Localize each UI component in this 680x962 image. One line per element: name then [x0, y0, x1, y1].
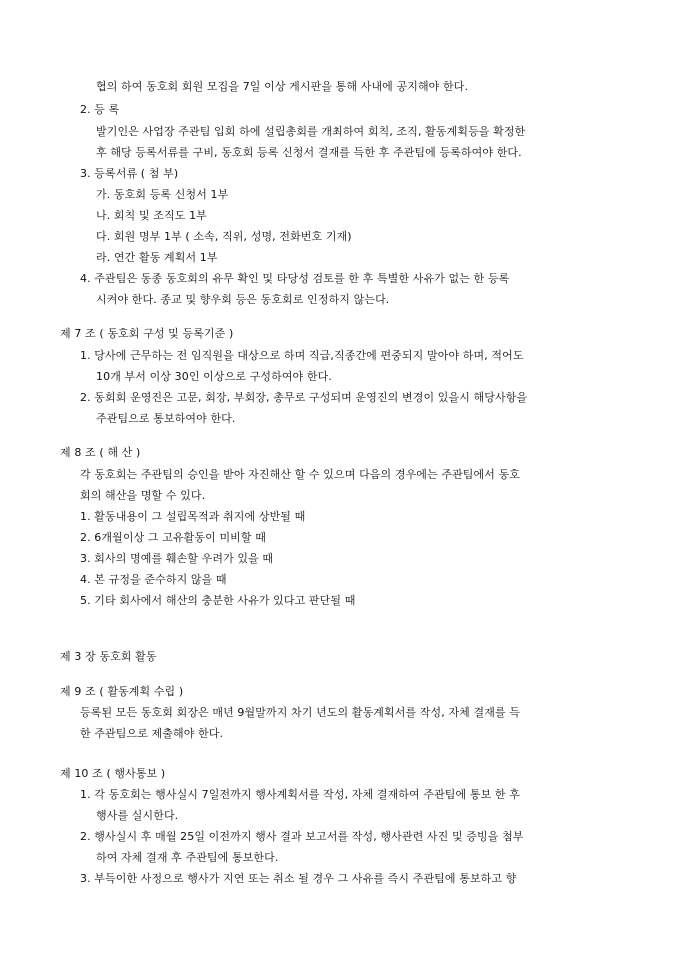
- article-heading: 제 10 조 ( 행사통보 ): [60, 767, 166, 780]
- item-heading: 3. 등록서류 ( 첨 부): [80, 167, 179, 180]
- text-line: 행사를 실시한다.: [96, 809, 179, 822]
- list-item: 1. 활동내용이 그 설립목적과 취지에 상반될 때: [80, 510, 306, 523]
- list-item: 4. 본 규정을 준수하지 않을 때: [80, 573, 227, 586]
- list-item: 5. 기타 회사에서 해산의 충분한 사유가 있다고 판단될 때: [80, 594, 356, 607]
- list-item: 2. 6개월이상 그 고유활동이 미비할 때: [80, 531, 266, 544]
- sub-item: 다. 회원 명부 1부 ( 소속, 직위, 성명, 전화번호 기재): [96, 230, 352, 243]
- list-item: 1. 각 동호회는 행사실시 7일전까지 행사계획서를 작성, 자체 결재하여 주관팀에 통보 한 후: [80, 788, 520, 801]
- list-item: 1. 당사에 근무하는 전 임직원을 대상으로 하며 직급,직종간에 편중되지 말아야 하며, 적어도: [80, 349, 524, 362]
- sub-item: 가. 동호회 등록 신청서 1부: [96, 188, 229, 201]
- article-heading: 제 9 조 ( 활동계획 수립 ): [60, 685, 184, 698]
- text-line: 협의 하여 동호회 회원 모집을 7일 이상 게시판을 통해 사내에 공지해야 한다.: [96, 80, 469, 93]
- text-line: 시켜야 한다. 종교 및 향우회 등은 동호회로 인정하지 않는다.: [96, 293, 390, 306]
- item-heading: 4. 주관팀은 동종 동호회의 유무 확인 및 타당성 검토를 한 후 특별한 사유가 없는 한 등록: [80, 272, 510, 285]
- article-heading: 제 7 조 ( 동호회 구성 및 등록기준 ): [60, 327, 234, 340]
- text-line: 등록된 모든 동호회 회장은 매년 9월말까지 차기 년도의 활동계획서를 작성, 자체 결재를 득: [80, 706, 520, 719]
- text-line: 후 해당 등록서류를 구비, 동호회 등록 신청서 결재를 득한 후 주관팀에 등록하여야 한다.: [96, 146, 522, 159]
- chapter-heading: 제 3 장 동호회 활동: [60, 650, 157, 663]
- sub-item: 라. 연간 활동 계획서 1부: [96, 251, 218, 264]
- article-heading: 제 8 조 ( 해 산 ): [60, 446, 141, 459]
- text-line: 주관팀으로 통보하여야 한다.: [96, 412, 236, 425]
- item-heading: 2. 등 록: [80, 103, 120, 116]
- text-line: 회의 해산을 명할 수 있다.: [80, 489, 206, 502]
- text-line: 한 주관팀으로 제출해야 한다.: [80, 727, 224, 740]
- list-item: 2. 동회회 운영진은 고문, 회장, 부회장, 총무로 구성되며 운영진의 변경이 있을시 해당사항을: [80, 391, 528, 404]
- sub-item: 나. 회칙 및 조직도 1부: [96, 209, 207, 222]
- list-item: 3. 부득이한 사정으로 행사가 지연 또는 취소 될 경우 그 사유를 즉시 주관팀에 통보하고 향: [80, 872, 517, 885]
- text-line: 10개 부서 이상 30인 이상으로 구성하여야 한다.: [96, 370, 332, 383]
- text-line: 발기인은 사업장 주관팀 입회 하에 설립총회를 개최하여 회칙, 조직, 활동계획등을 확정한: [96, 125, 526, 138]
- list-item: 2. 행사실시 후 매월 25일 이전까지 행사 결과 보고서를 작성, 행사관련 사진 및 증빙을 첨부: [80, 830, 524, 843]
- text-line: 하여 자체 결재 후 주관팀에 통보한다.: [96, 851, 279, 864]
- list-item: 3. 회사의 명예를 훼손할 우려가 있을 때: [80, 552, 274, 565]
- text-line: 각 동호회는 주관팀의 승인을 받아 자진해산 할 수 있으며 다음의 경우에는 주관팀에서 동호: [80, 468, 521, 481]
